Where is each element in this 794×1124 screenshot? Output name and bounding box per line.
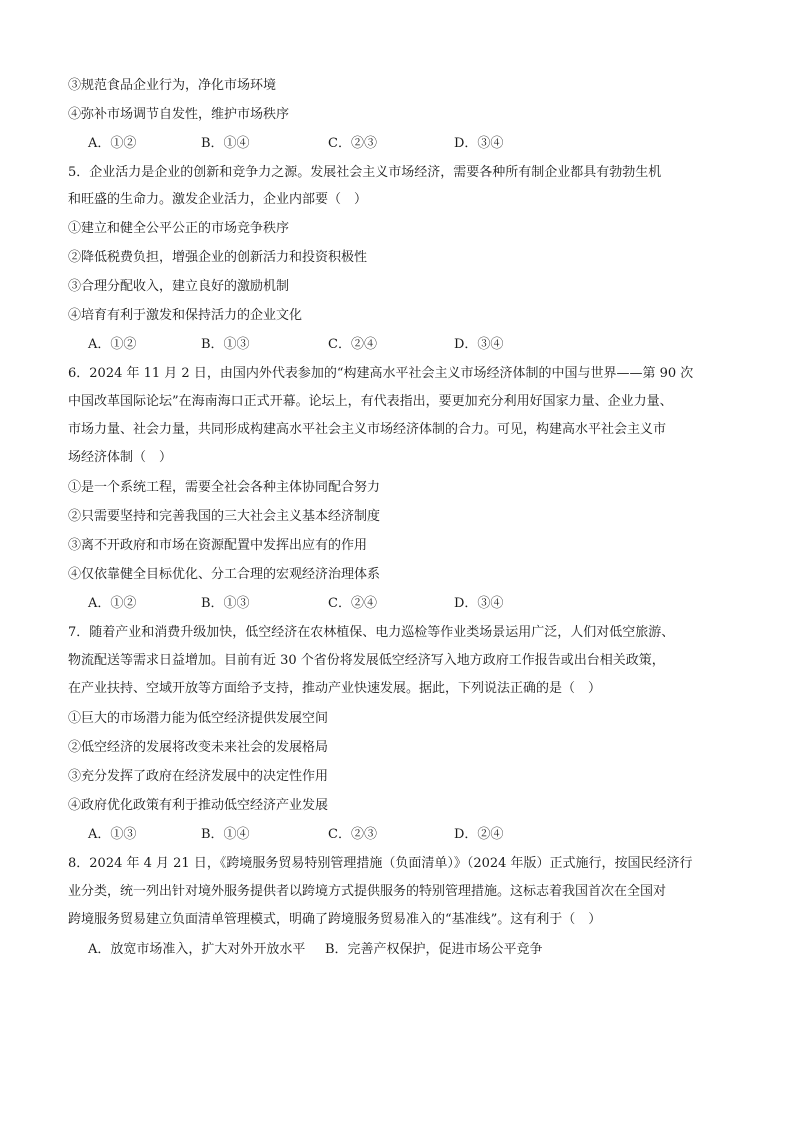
q7-stem-line-2: 物流配送等需求日益增加。目前有近 30 个省份将发展低空经济写入地方政府工作报告或出台相关政策，	[68, 653, 665, 668]
q7-stem-line-1: 7．随着产业和消费升级加快，低空经济在农林植保、电力巡检等作业类场景运用广泛，人们对低空旅游、	[68, 625, 675, 640]
q6-item-1: ①是一个系统工程，需要全社会各种主体协同配合努力	[68, 480, 381, 495]
q7-stem-line-3: 在产业扶持、空域开放等方面给予支持，推动产业快速发展。据此，下列说法正确的是（ ）	[68, 681, 602, 696]
q5-item-2: ②降低税费负担，增强企业的创新活力和投资积极性	[68, 250, 368, 265]
q7-item-4: ④政府优化政策有利于推动低空经济产业发展	[68, 798, 329, 813]
q6-stem-line-2: 中国改革国际论坛”在海南海口正式开幕。论坛上，有代表指出，要更加充分利用好国家力量、企业力量、	[68, 394, 673, 409]
q7-option-c[interactable]: C．②③	[328, 827, 377, 842]
q4-item-3: ③规范食品企业行为，净化市场环境	[68, 78, 277, 93]
q4-option-b[interactable]: B．①④	[201, 136, 250, 151]
q4-item-4: ④弥补市场调节自发性，维护市场秩序	[68, 107, 290, 122]
q6-option-c[interactable]: C．②④	[328, 596, 377, 611]
q6-option-b[interactable]: B．①③	[201, 596, 250, 611]
q5-option-b[interactable]: B．①③	[201, 337, 250, 352]
q5-stem-line-2: 和旺盛的生命力。激发企业活力，企业内部要（ ）	[68, 192, 368, 207]
q8-option-a[interactable]: A．放宽市场准入，扩大对外开放水平	[88, 942, 306, 957]
q6-stem-line-4: 场经济体制（ ）	[68, 450, 173, 465]
q5-item-3: ③合理分配收入，建立良好的激励机制	[68, 279, 290, 294]
q5-option-c[interactable]: C．②④	[328, 337, 377, 352]
q7-option-a[interactable]: A．①③	[88, 827, 137, 842]
q5-item-4: ④培育有利于激发和保持活力的企业文化	[68, 308, 303, 323]
q5-item-1: ①建立和健全公平公正的市场竞争秩序	[68, 221, 290, 236]
q7-option-b[interactable]: B．①④	[201, 827, 250, 842]
q8-stem-line-2: 业分类，统一列出针对境外服务提供者以跨境方式提供服务的特别管理措施。这标志着我国首次在全国对	[68, 884, 667, 899]
q8-stem-line-1: 8．2024 年 4 月 21 日，《跨境服务贸易特别管理措施（负面清单）》（2024 年版）正式施行，按国民经济行	[68, 856, 693, 871]
q6-item-4: ④仅依靠健全目标优化、分工合理的宏观经济治理体系	[68, 567, 381, 582]
q4-option-d[interactable]: D．③④	[454, 136, 504, 151]
q6-stem-line-3: 市场力量、社会力量，共同形成构建高水平社会主义市场经济体制的合力。可见，构建高水平社会主义市	[68, 422, 667, 437]
q5-option-d[interactable]: D．③④	[454, 337, 504, 352]
q8-stem-line-3: 跨境服务贸易建立负面清单管理模式，明确了跨境服务贸易准入的“基准线”。这有利于（ ）	[68, 912, 602, 927]
q5-stem-line-1: 5．企业活力是企业的创新和竞争力之源。发展社会主义市场经济，需要各种所有制企业都具有勃勃生机	[68, 165, 662, 180]
q7-item-1: ①巨大的市场潜力能为低空经济提供发展空间	[68, 711, 329, 726]
q6-stem-line-1: 6．2024 年 11 月 2 日，由国内外代表参加的“构建高水平社会主义市场经济体制的中国与世界——第 90 次	[68, 366, 694, 381]
q4-option-c[interactable]: C．②③	[328, 136, 377, 151]
q6-item-2: ②只需要坚持和完善我国的三大社会主义基本经济制度	[68, 509, 381, 524]
q6-option-a[interactable]: A．①②	[88, 596, 137, 611]
q6-item-3: ③离不开政府和市场在资源配置中发挥出应有的作用	[68, 538, 368, 553]
q7-item-3: ③充分发挥了政府在经济发展中的决定性作用	[68, 769, 329, 784]
q5-option-a[interactable]: A．①②	[88, 337, 137, 352]
q6-option-d[interactable]: D．③④	[454, 596, 504, 611]
q7-item-2: ②低空经济的发展将改变未来社会的发展格局	[68, 740, 329, 755]
q7-option-d[interactable]: D．②④	[454, 827, 504, 842]
q8-option-b[interactable]: B．完善产权保护，促进市场公平竞争	[325, 942, 543, 957]
q4-option-a[interactable]: A．①②	[88, 136, 137, 151]
